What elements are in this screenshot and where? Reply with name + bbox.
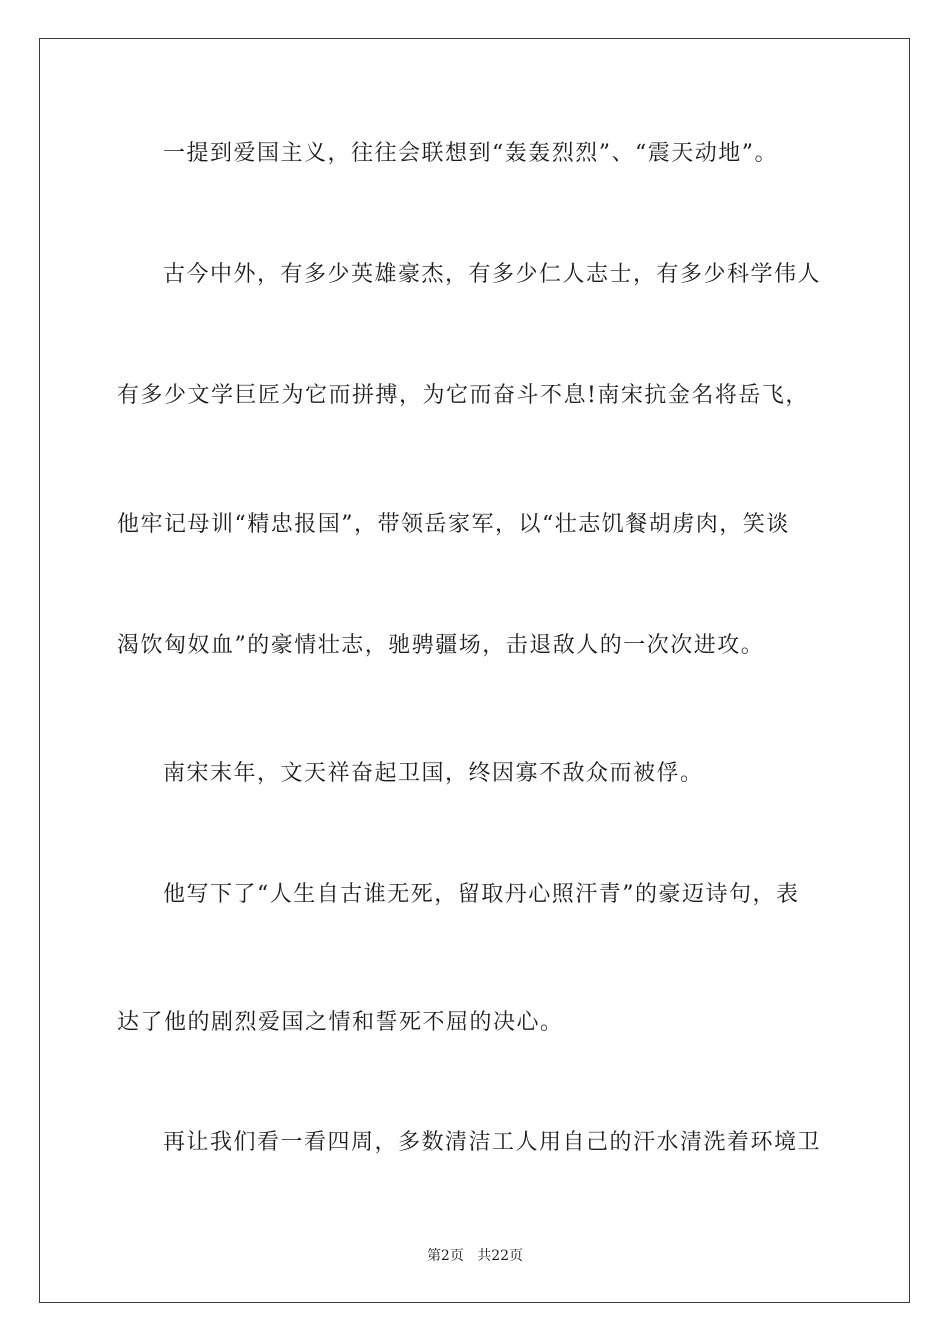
page-number: 第2页 <box>426 1248 464 1264</box>
page-total: 共22页 <box>477 1248 524 1264</box>
paragraph-line-8: 达了他的剧烈爱国之情和誓死不屈的决心。 <box>117 1010 564 1035</box>
paragraph-line-9: 再让我们看一看四周，多数清洁工人用自己的汗水清洗着环境卫 <box>163 1130 822 1155</box>
paragraph-line-5: 渴饮匈奴血”的豪情壮志，驰骋疆场，击退敌人的一次次进攻。 <box>117 633 765 658</box>
paragraph-line-6: 南宋末年，文天祥奋起卫国，终因寡不敌众而被俘。 <box>163 761 704 786</box>
paragraph-line-2: 古今中外，有多少英雄豪杰，有多少仁人志士，有多少科学伟人 <box>163 262 822 287</box>
page-footer <box>0 1246 950 1266</box>
paragraph-line-1: 一提到爱国主义，往往会联想到“轰轰烈烈”、“震天动地”。 <box>163 141 778 166</box>
paragraph-line-4: 他牢记母训“精忠报国”，带领岳家军，以“壮志饥餐胡虏肉，笑谈 <box>117 512 790 537</box>
paragraph-line-7: 他写下了“人生自古谁无死，留取丹心照汗青”的豪迈诗句，表 <box>163 882 800 907</box>
paragraph-line-3: 有多少文学巨匠为它而拼搏，为它而奋斗不息!南宋抗金名将岳飞， <box>117 383 809 408</box>
page-border <box>39 38 910 1303</box>
